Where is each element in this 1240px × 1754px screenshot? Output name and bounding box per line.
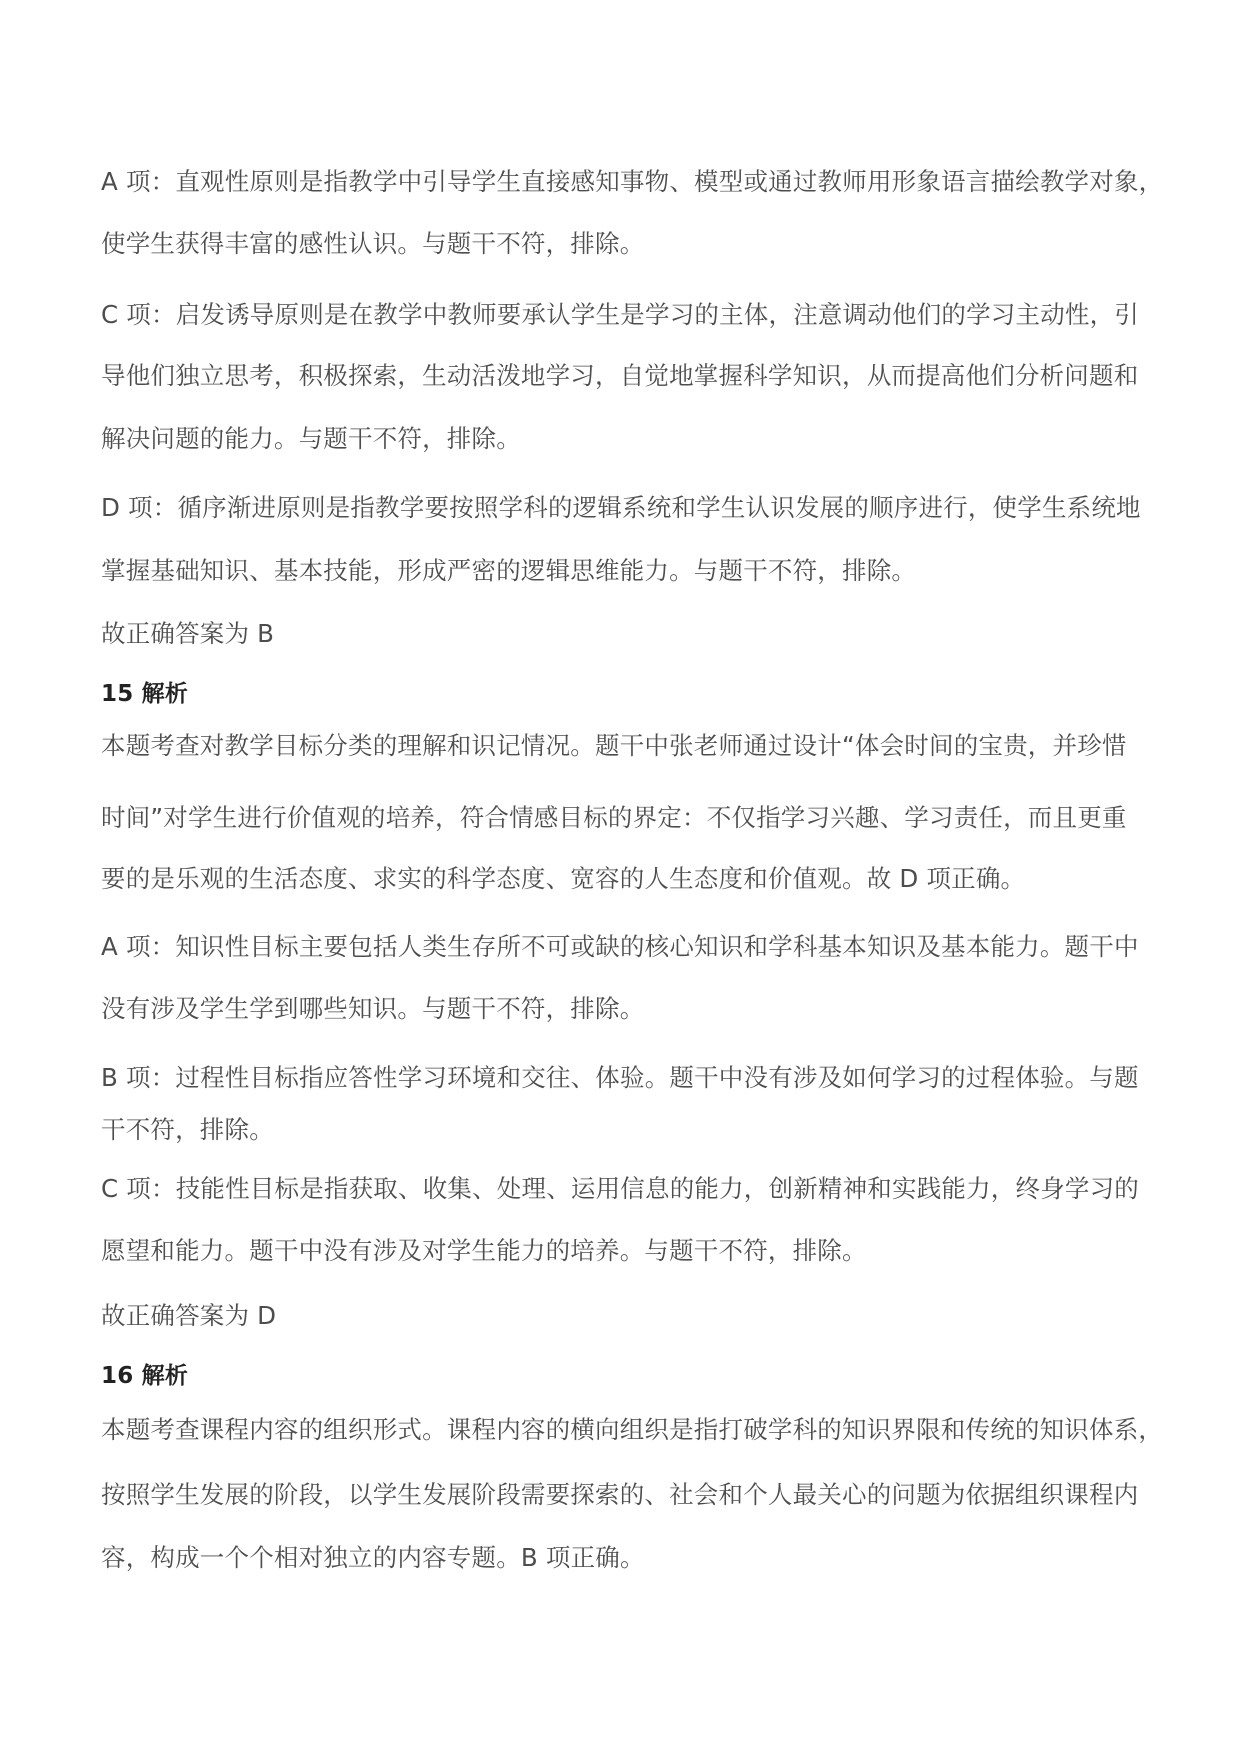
q16-heading: 16 解析 [101, 1363, 189, 1389]
q15-option-a-line: 没有涉及学生学到哪些知识。与题干不符，排除。 [101, 994, 645, 1023]
q14-answer: 故正确答案为 B [101, 619, 275, 648]
q16-intro-line: 按照学生发展的阶段，以学生发展阶段需要探索的、社会和个人最关心的问题为依据组织课程内 [101, 1480, 1139, 1509]
q15-option-c-line: 愿望和能力。题干中没有涉及对学生能力的培养。与题干不符，排除。 [101, 1236, 867, 1265]
q15-intro-line: 本题考查对教学目标分类的理解和识记情况。题干中张老师通过设计“体会时间的宝贵，并珍惜 [101, 731, 1127, 760]
q15-option-c-line: C 项：技能性目标是指获取、收集、处理、运用信息的能力，创新精神和实践能力，终身学习的 [101, 1174, 1139, 1203]
q14-option-c-line: 导他们独立思考，积极探索，生动活泼地学习，自觉地掌握科学知识，从而提高他们分析问题和 [101, 361, 1139, 390]
q16-intro-line: 容，构成一个个相对独立的内容专题。B 项正确。 [101, 1543, 645, 1572]
q15-option-b-line: B 项：过程性目标指应答性学习环境和交往、体验。题干中没有涉及如何学习的过程体验。与题 [101, 1063, 1139, 1092]
q15-option-a-line: A 项：知识性目标主要包括人类生存所不可或缺的核心知识和学科基本知识及基本能力。题干中 [101, 932, 1139, 961]
q15-answer: 故正确答案为 D [101, 1301, 277, 1330]
q16-intro-line: 本题考查课程内容的组织形式。课程内容的横向组织是指打破学科的知识界限和传统的知识体系， [101, 1415, 1164, 1444]
q15-heading: 15 解析 [101, 681, 189, 707]
q14-option-d-line: 掌握基础知识、基本技能，形成严密的逻辑思维能力。与题干不符，排除。 [101, 556, 917, 585]
q15-intro-line: 要的是乐观的生活态度、求实的科学态度、宽容的人生态度和价值观。故 D 项正确。 [101, 864, 1026, 893]
q14-option-a-line: A 项：直观性原则是指教学中引导学生直接感知事物、模型或通过教师用形象语言描绘教学对象， [101, 167, 1164, 196]
q15-option-b-line: 干不符，排除。 [101, 1115, 274, 1144]
q14-option-c-line: 解决问题的能力。与题干不符，排除。 [101, 424, 521, 453]
q14-option-a-line: 使学生获得丰富的感性认识。与题干不符，排除。 [101, 229, 645, 258]
q14-option-c-line: C 项：启发诱导原则是在教学中教师要承认学生是学习的主体，注意调动他们的学习主动性，引 [101, 300, 1139, 329]
q14-option-d-line: D 项：循序渐进原则是指教学要按照学科的逻辑系统和学生认识发展的顺序进行，使学生系统地 [101, 493, 1141, 522]
q15-intro-line: 时间”对学生进行价值观的培养，符合情感目标的界定：不仅指学习兴趣、学习责任，而且更重 [101, 803, 1127, 832]
